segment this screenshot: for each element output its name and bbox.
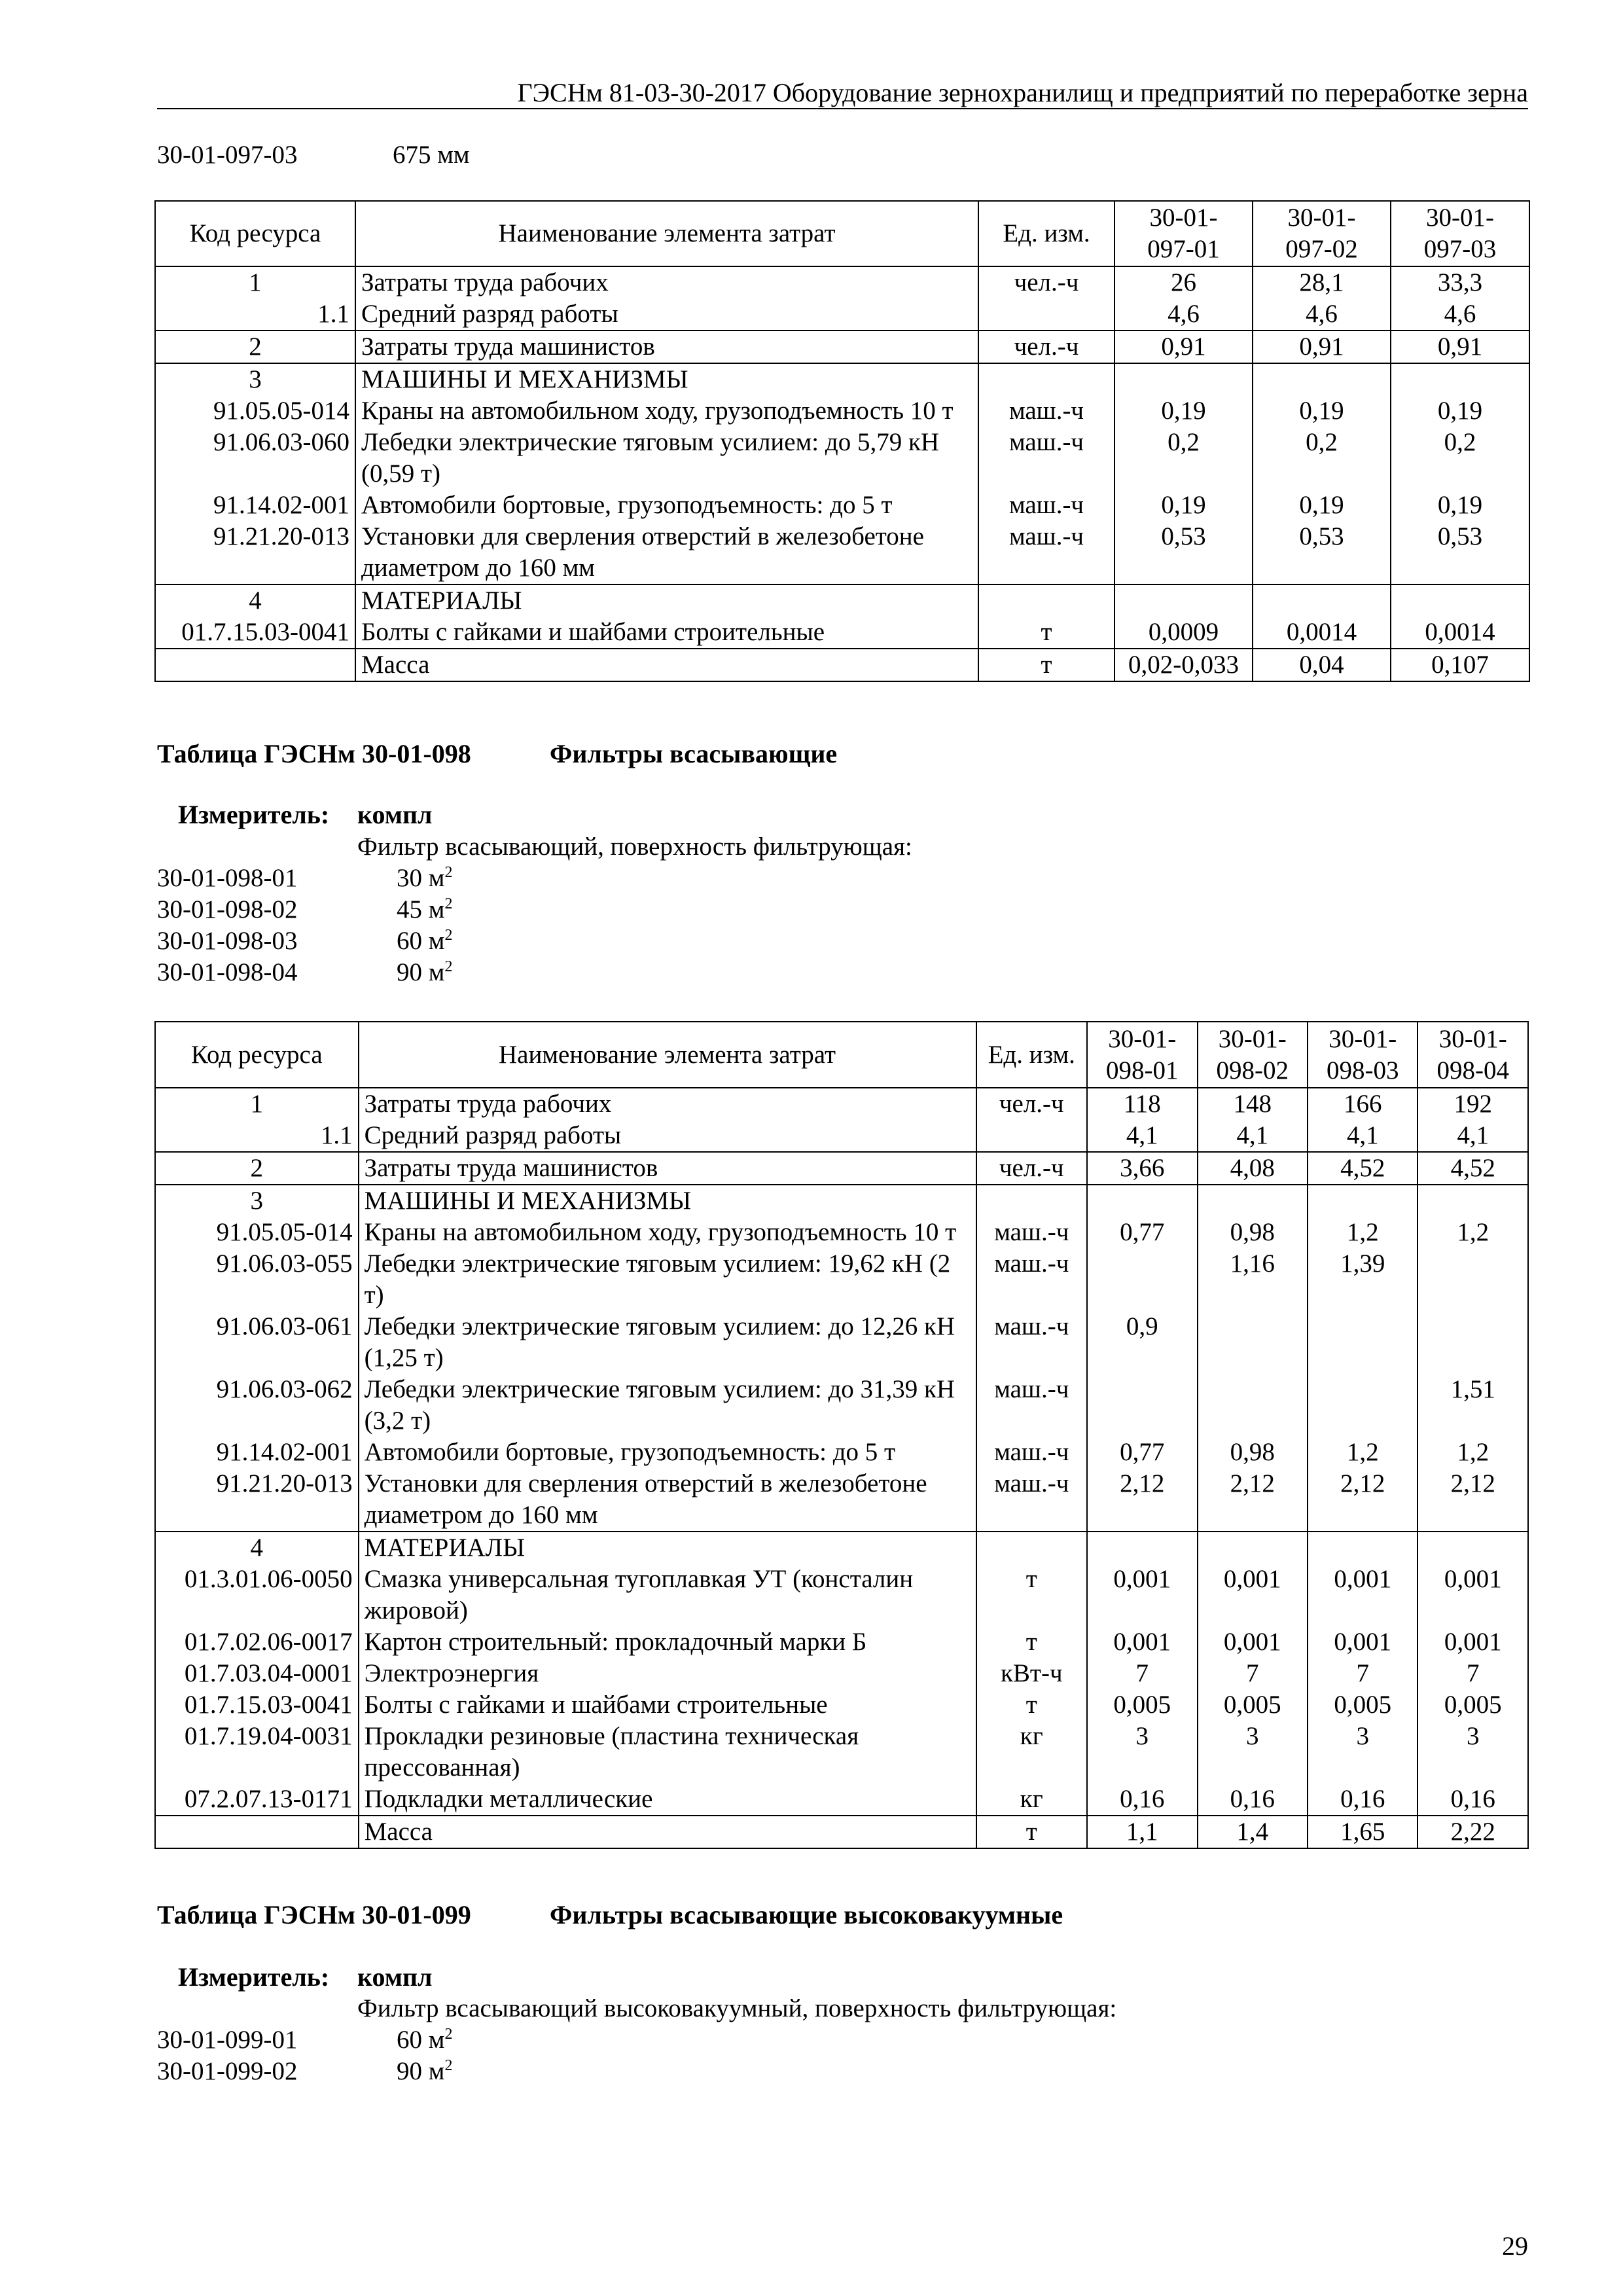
resource-unit — [978, 363, 1115, 395]
meter-label: Измеритель: — [178, 1962, 330, 1992]
table-099-meter — [157, 1962, 1335, 1993]
rate-value: 0,91 — [1115, 331, 1253, 363]
rate-value: 0,98 — [1198, 1217, 1308, 1248]
rate-value: 0,19 — [1115, 395, 1253, 427]
item-value — [397, 925, 452, 957]
rate-value: 0,19 — [1391, 490, 1529, 521]
rate-value: 4,52 — [1418, 1152, 1528, 1185]
rate-value — [1198, 1532, 1308, 1564]
resource-unit: т — [976, 1689, 1088, 1721]
rate-value: 2,12 — [1418, 1468, 1528, 1532]
table-row — [155, 395, 1529, 427]
table-row — [155, 1564, 1528, 1626]
rate-value — [1391, 363, 1529, 395]
group-row — [155, 1088, 1528, 1120]
rate-value — [1391, 584, 1529, 617]
item-value — [397, 2024, 452, 2056]
group-row — [155, 584, 1529, 617]
table-header-row — [155, 1022, 1528, 1088]
rate-value — [1115, 584, 1253, 617]
resource-table-097 — [154, 200, 1530, 682]
item-line — [157, 2056, 812, 2087]
resource-code: 91.06.03-055 — [155, 1248, 359, 1311]
table-098-title — [157, 738, 942, 770]
rate-value: 2,12 — [1087, 1468, 1197, 1532]
rate-value: 0,19 — [1253, 490, 1391, 521]
table-098-items — [157, 863, 812, 988]
resource-name: Лебедки электрические тяговым усилием: до 12,26 кН (1,25 т) — [359, 1311, 976, 1374]
mass-row — [155, 649, 1529, 681]
col-header-name: Наименование элемента затрат — [359, 1022, 976, 1088]
resource-name: Масса — [355, 649, 978, 681]
col-header-rate: 30-01- 098-02 — [1198, 1022, 1308, 1088]
resource-unit: чел.-ч — [978, 266, 1115, 298]
rate-value: 0,53 — [1253, 521, 1391, 584]
resource-code: 4 — [155, 584, 355, 617]
rate-value: 0,001 — [1198, 1626, 1308, 1658]
table-header-row — [155, 201, 1529, 266]
resource-unit: т — [976, 1564, 1088, 1626]
rate-value: 0,0014 — [1391, 617, 1529, 649]
item-line — [157, 957, 812, 988]
group-row — [155, 266, 1529, 298]
item-value-text: 90 м — [397, 2057, 445, 2085]
resource-name: Автомобили бортовые, грузоподъемность: до 5 т — [355, 490, 978, 521]
resource-name: МАШИНЫ И МЕХАНИЗМЫ — [355, 363, 978, 395]
resource-unit: т — [978, 649, 1115, 681]
item-value — [397, 894, 452, 925]
rate-value — [1418, 1185, 1528, 1217]
top-item-desc: 675 мм — [393, 141, 470, 169]
resource-code: 01.7.03.04-0001 — [155, 1658, 359, 1689]
resource-code: 4 — [155, 1532, 359, 1564]
table-row — [155, 1120, 1528, 1152]
rate-value: 0,001 — [1087, 1626, 1197, 1658]
item-line — [157, 894, 812, 925]
rate-value: 2,12 — [1308, 1468, 1418, 1532]
resource-code: 91.14.02-001 — [155, 1437, 359, 1468]
top-item — [157, 139, 812, 171]
resource-unit: маш.-ч — [976, 1468, 1088, 1532]
resource-code: 3 — [155, 363, 355, 395]
table-098-meter-desc: Фильтр всасывающий, поверхность фильтрующая: — [357, 833, 912, 861]
resource-name: Установки для сверления отверстий в железобетоне диаметром до 160 мм — [355, 521, 978, 584]
table-row — [155, 298, 1529, 331]
table-099-items — [157, 2024, 812, 2087]
resource-unit — [978, 584, 1115, 617]
rate-value: 33,3 — [1391, 266, 1529, 298]
table-row — [155, 1437, 1528, 1468]
item-code: 30-01-099-02 — [157, 2057, 298, 2085]
item-value-text: 45 м — [397, 895, 445, 924]
resource-code: 1 — [155, 266, 355, 298]
resource-unit: маш.-ч — [978, 395, 1115, 427]
rate-value: 3 — [1087, 1721, 1197, 1784]
resource-code: 07.2.07.13-0171 — [155, 1784, 359, 1816]
resource-code: 2 — [155, 331, 355, 363]
meter-label: Измеритель: — [178, 800, 330, 829]
resource-name: Подкладки металлические — [359, 1784, 976, 1816]
resource-code: 91.06.03-062 — [155, 1374, 359, 1437]
resource-name: Затраты труда машинистов — [359, 1152, 976, 1185]
rate-value: 0,2 — [1115, 427, 1253, 490]
rate-value — [1198, 1185, 1308, 1217]
resource-unit: маш.-ч — [976, 1437, 1088, 1468]
resource-name: Болты с гайками и шайбами строительные — [359, 1689, 976, 1721]
rate-value: 3,66 — [1087, 1152, 1197, 1185]
item-value — [397, 863, 452, 894]
rate-value: 1,16 — [1198, 1248, 1308, 1311]
resource-name: Масса — [359, 1816, 976, 1848]
resource-code: 01.7.15.03-0041 — [155, 1689, 359, 1721]
table-row — [155, 1311, 1528, 1374]
mass-row — [155, 1816, 1528, 1848]
resource-unit: маш.-ч — [976, 1217, 1088, 1248]
resource-code: 1.1 — [155, 1120, 359, 1152]
item-line — [157, 925, 812, 957]
meter-unit: компл — [357, 1962, 433, 1992]
resource-name: Средний разряд работы — [359, 1120, 976, 1152]
rate-value: 0,107 — [1391, 649, 1529, 681]
col-header-rate: 30-01- 098-01 — [1087, 1022, 1197, 1088]
rate-value — [1418, 1248, 1528, 1311]
col-header-rate: 30-01- 097-03 — [1391, 201, 1529, 266]
item-line — [157, 863, 812, 894]
rate-value: 0,001 — [1308, 1564, 1418, 1626]
item-value-text: 60 м — [397, 2026, 445, 2054]
rate-value: 0,001 — [1087, 1564, 1197, 1626]
resource-unit: т — [976, 1816, 1088, 1848]
item-code: 30-01-098-02 — [157, 895, 298, 924]
meter-unit: компл — [357, 800, 433, 829]
rate-value: 1,2 — [1418, 1217, 1528, 1248]
table-row — [155, 521, 1529, 584]
rate-value: 0,001 — [1198, 1564, 1308, 1626]
table-row — [155, 1784, 1528, 1816]
item-code: 30-01-098-04 — [157, 958, 298, 986]
rate-value: 3 — [1198, 1721, 1308, 1784]
item-code: 30-01-098-01 — [157, 864, 298, 892]
resource-name: Затраты труда машинистов — [355, 331, 978, 363]
col-header-code: Код ресурса — [155, 1022, 359, 1088]
resource-unit: маш.-ч — [978, 427, 1115, 490]
rate-value: 0,001 — [1418, 1626, 1528, 1658]
table-row — [155, 427, 1529, 490]
rate-value: 148 — [1198, 1088, 1308, 1120]
rate-value: 1,2 — [1308, 1217, 1418, 1248]
rate-value: 7 — [1198, 1658, 1308, 1689]
resource-unit: чел.-ч — [976, 1152, 1088, 1185]
rate-value: 1,1 — [1087, 1816, 1197, 1848]
rate-value: 0,91 — [1391, 331, 1529, 363]
rate-value — [1198, 1311, 1308, 1374]
rate-value: 0,16 — [1308, 1784, 1418, 1816]
resource-name: МАТЕРИАЛЫ — [355, 584, 978, 617]
rate-value: 192 — [1418, 1088, 1528, 1120]
resource-code: 01.7.19.04-0031 — [155, 1721, 359, 1784]
resource-code: 91.21.20-013 — [155, 1468, 359, 1532]
col-header-rate: 30-01- 097-01 — [1115, 201, 1253, 266]
table-098-meter — [157, 799, 1335, 831]
resource-code — [155, 1816, 359, 1848]
resource-code: 3 — [155, 1185, 359, 1217]
resource-name: Болты с гайками и шайбами строительные — [355, 617, 978, 649]
rate-value — [1308, 1185, 1418, 1217]
col-header-code: Код ресурса — [155, 201, 355, 266]
rate-value — [1087, 1185, 1197, 1217]
table-row — [155, 1658, 1528, 1689]
resource-code: 91.05.05-014 — [155, 1217, 359, 1248]
resource-unit: кВт-ч — [976, 1658, 1088, 1689]
resource-code: 91.21.20-013 — [155, 521, 355, 584]
resource-unit — [976, 1120, 1088, 1152]
rate-value — [1418, 1532, 1528, 1564]
rate-value — [1115, 363, 1253, 395]
rate-value: 7 — [1418, 1658, 1528, 1689]
rate-value: 4,6 — [1253, 298, 1391, 331]
group-row — [155, 1152, 1528, 1185]
table-row — [155, 1626, 1528, 1658]
resource-name: Прокладки резиновые (пластина техническая прессованная) — [359, 1721, 976, 1784]
rate-value: 0,19 — [1391, 395, 1529, 427]
rate-value: 0,77 — [1087, 1217, 1197, 1248]
resource-unit: маш.-ч — [978, 490, 1115, 521]
resource-unit — [976, 1532, 1088, 1564]
item-value-sup: 2 — [444, 927, 453, 944]
rate-value: 7 — [1087, 1658, 1197, 1689]
rate-value: 0,005 — [1087, 1689, 1197, 1721]
item-value-sup: 2 — [444, 2057, 453, 2074]
resource-name: МАШИНЫ И МЕХАНИЗМЫ — [359, 1185, 976, 1217]
rate-value: 0,005 — [1308, 1689, 1418, 1721]
resource-unit: маш.-ч — [976, 1374, 1088, 1437]
page-number: 29 — [1502, 2231, 1528, 2261]
group-row — [155, 1185, 1528, 1217]
rate-value: 4,08 — [1198, 1152, 1308, 1185]
rate-value: 0,0009 — [1115, 617, 1253, 649]
rate-value: 1,39 — [1308, 1248, 1418, 1311]
rate-value: 166 — [1308, 1088, 1418, 1120]
rate-value: 0,005 — [1198, 1689, 1308, 1721]
resource-name: Краны на автомобильном ходу, грузоподъемность 10 т — [355, 395, 978, 427]
rate-value: 3 — [1308, 1721, 1418, 1784]
rate-value: 4,1 — [1087, 1120, 1197, 1152]
col-header-rate: 30-01- 097-02 — [1253, 201, 1391, 266]
resource-unit: кг — [976, 1721, 1088, 1784]
item-value-sup: 2 — [444, 958, 453, 975]
rate-value: 0,91 — [1253, 331, 1391, 363]
rate-value — [1308, 1374, 1418, 1437]
rate-value: 4,6 — [1115, 298, 1253, 331]
group-row — [155, 331, 1529, 363]
group-row — [155, 363, 1529, 395]
rate-value: 0,19 — [1253, 395, 1391, 427]
resource-unit: т — [978, 617, 1115, 649]
rate-value — [1087, 1374, 1197, 1437]
resource-unit: чел.-ч — [976, 1088, 1088, 1120]
table-099-meter-desc: Фильтр всасывающий высоковакуумный, поверхность фильтрующая: — [357, 1994, 1117, 2022]
table-row — [155, 1248, 1528, 1311]
table-099-title — [157, 1899, 1204, 1931]
resource-code: 91.06.03-060 — [155, 427, 355, 490]
rate-value: 0,53 — [1391, 521, 1529, 584]
rate-value: 1,4 — [1198, 1816, 1308, 1848]
rate-value: 4,1 — [1198, 1120, 1308, 1152]
resource-unit: маш.-ч — [978, 521, 1115, 584]
rate-value: 2,12 — [1198, 1468, 1308, 1532]
resource-name: Средний разряд работы — [355, 298, 978, 331]
table-row — [155, 1217, 1528, 1248]
rate-value: 0,2 — [1391, 427, 1529, 490]
page-header-title: ГЭСНм 81-03-30-2017 Оборудование зернохранилищ и предприятий по переработке зерна — [517, 78, 1528, 107]
resource-unit: т — [976, 1626, 1088, 1658]
resource-name: Лебедки электрические тяговым усилием: до 5,79 кН (0,59 т) — [355, 427, 978, 490]
rate-value — [1253, 363, 1391, 395]
item-value-text: 60 м — [397, 927, 445, 955]
table-099-title-name: Фильтры всасывающие высоковакуумные — [550, 1900, 1063, 1929]
resource-code: 01.7.02.06-0017 — [155, 1626, 359, 1658]
item-value — [397, 957, 452, 988]
item-code: 30-01-098-03 — [157, 927, 298, 955]
rate-value — [1087, 1248, 1197, 1311]
rate-value: 0,16 — [1198, 1784, 1308, 1816]
item-line — [157, 2024, 812, 2056]
col-header-unit: Ед. изм. — [976, 1022, 1088, 1088]
rate-value: 0,001 — [1418, 1564, 1528, 1626]
rate-value: 0,16 — [1087, 1784, 1197, 1816]
resource-unit — [978, 298, 1115, 331]
rate-value: 0,19 — [1115, 490, 1253, 521]
resource-unit: кг — [976, 1784, 1088, 1816]
resource-unit: маш.-ч — [976, 1248, 1088, 1311]
rate-value: 4,52 — [1308, 1152, 1418, 1185]
resource-table-098 — [154, 1021, 1529, 1849]
table-row — [155, 1374, 1528, 1437]
rate-value: 4,6 — [1391, 298, 1529, 331]
resource-code: 2 — [155, 1152, 359, 1185]
resource-unit — [976, 1185, 1088, 1217]
rate-value: 1,65 — [1308, 1816, 1418, 1848]
rate-value: 1,51 — [1418, 1374, 1528, 1437]
top-item-code: 30-01-097-03 — [157, 141, 298, 169]
item-value — [397, 2056, 452, 2087]
rate-value: 26 — [1115, 266, 1253, 298]
rate-value: 28,1 — [1253, 266, 1391, 298]
table-row — [155, 1721, 1528, 1784]
rate-value: 118 — [1087, 1088, 1197, 1120]
table-099-title-code: Таблица ГЭСНм 30-01-099 — [157, 1900, 471, 1929]
group-row — [155, 1532, 1528, 1564]
col-header-name: Наименование элемента затрат — [355, 201, 978, 266]
rate-value: 0,9 — [1087, 1311, 1197, 1374]
table-row — [155, 1468, 1528, 1532]
item-code: 30-01-099-01 — [157, 2026, 298, 2054]
resource-code: 91.14.02-001 — [155, 490, 355, 521]
resource-unit: маш.-ч — [976, 1311, 1088, 1374]
rate-value: 1,2 — [1418, 1437, 1528, 1468]
rate-value: 3 — [1418, 1721, 1528, 1784]
resource-code: 01.3.01.06-0050 — [155, 1564, 359, 1626]
col-header-unit: Ед. изм. — [978, 201, 1115, 266]
resource-name: МАТЕРИАЛЫ — [359, 1532, 976, 1564]
rate-value: 7 — [1308, 1658, 1418, 1689]
resource-code: 91.06.03-061 — [155, 1311, 359, 1374]
resource-code — [155, 649, 355, 681]
col-header-rate: 30-01- 098-04 — [1418, 1022, 1528, 1088]
resource-name: Лебедки электрические тяговым усилием: 19,62 кН (2 т) — [359, 1248, 976, 1311]
item-value-text: 30 м — [397, 864, 445, 892]
rate-value: 1,2 — [1308, 1437, 1418, 1468]
resource-name: Смазка универсальная тугоплавкая УТ (консталин жировой) — [359, 1564, 976, 1626]
table-098-title-name: Фильтры всасывающие — [550, 739, 838, 768]
rate-value: 0,53 — [1115, 521, 1253, 584]
item-value-sup: 2 — [444, 2026, 453, 2043]
rate-value: 0,02-0,033 — [1115, 649, 1253, 681]
rate-value: 0,04 — [1253, 649, 1391, 681]
resource-code: 91.05.05-014 — [155, 395, 355, 427]
resource-name: Картон строительный: прокладочный марки Б — [359, 1626, 976, 1658]
item-value-text: 90 м — [397, 958, 445, 986]
rate-value — [1198, 1374, 1308, 1437]
resource-name: Установки для сверления отверстий в железобетоне диаметром до 160 мм — [359, 1468, 976, 1532]
resource-name: Электроэнергия — [359, 1658, 976, 1689]
table-row — [155, 1689, 1528, 1721]
rate-value: 2,22 — [1418, 1816, 1528, 1848]
table-row — [155, 490, 1529, 521]
rate-value: 0,16 — [1418, 1784, 1528, 1816]
rate-value: 0,77 — [1087, 1437, 1197, 1468]
table-row — [155, 617, 1529, 649]
rate-value: 0,98 — [1198, 1437, 1308, 1468]
rate-value — [1308, 1311, 1418, 1374]
resource-name: Автомобили бортовые, грузоподъемность: до 5 т — [359, 1437, 976, 1468]
item-value-sup: 2 — [444, 895, 453, 912]
rate-value: 0,005 — [1418, 1689, 1528, 1721]
rate-value: 0,2 — [1253, 427, 1391, 490]
rate-value: 0,0014 — [1253, 617, 1391, 649]
col-header-rate: 30-01- 098-03 — [1308, 1022, 1418, 1088]
table-098-title-code: Таблица ГЭСНм 30-01-098 — [157, 739, 471, 768]
resource-code: 1 — [155, 1088, 359, 1120]
resource-code: 01.7.15.03-0041 — [155, 617, 355, 649]
rate-value — [1418, 1311, 1528, 1374]
item-value-sup: 2 — [444, 864, 453, 881]
resource-name: Затраты труда рабочих — [355, 266, 978, 298]
resource-unit: чел.-ч — [978, 331, 1115, 363]
resource-name: Лебедки электрические тяговым усилием: до 31,39 кН (3,2 т) — [359, 1374, 976, 1437]
resource-code: 1.1 — [155, 298, 355, 331]
rate-value — [1087, 1532, 1197, 1564]
resource-name: Затраты труда рабочих — [359, 1088, 976, 1120]
rate-value: 0,001 — [1308, 1626, 1418, 1658]
rate-value: 4,1 — [1308, 1120, 1418, 1152]
header-rule — [157, 108, 1528, 109]
rate-value: 4,1 — [1418, 1120, 1528, 1152]
rate-value — [1308, 1532, 1418, 1564]
resource-name: Краны на автомобильном ходу, грузоподъемность 10 т — [359, 1217, 976, 1248]
rate-value — [1253, 584, 1391, 617]
